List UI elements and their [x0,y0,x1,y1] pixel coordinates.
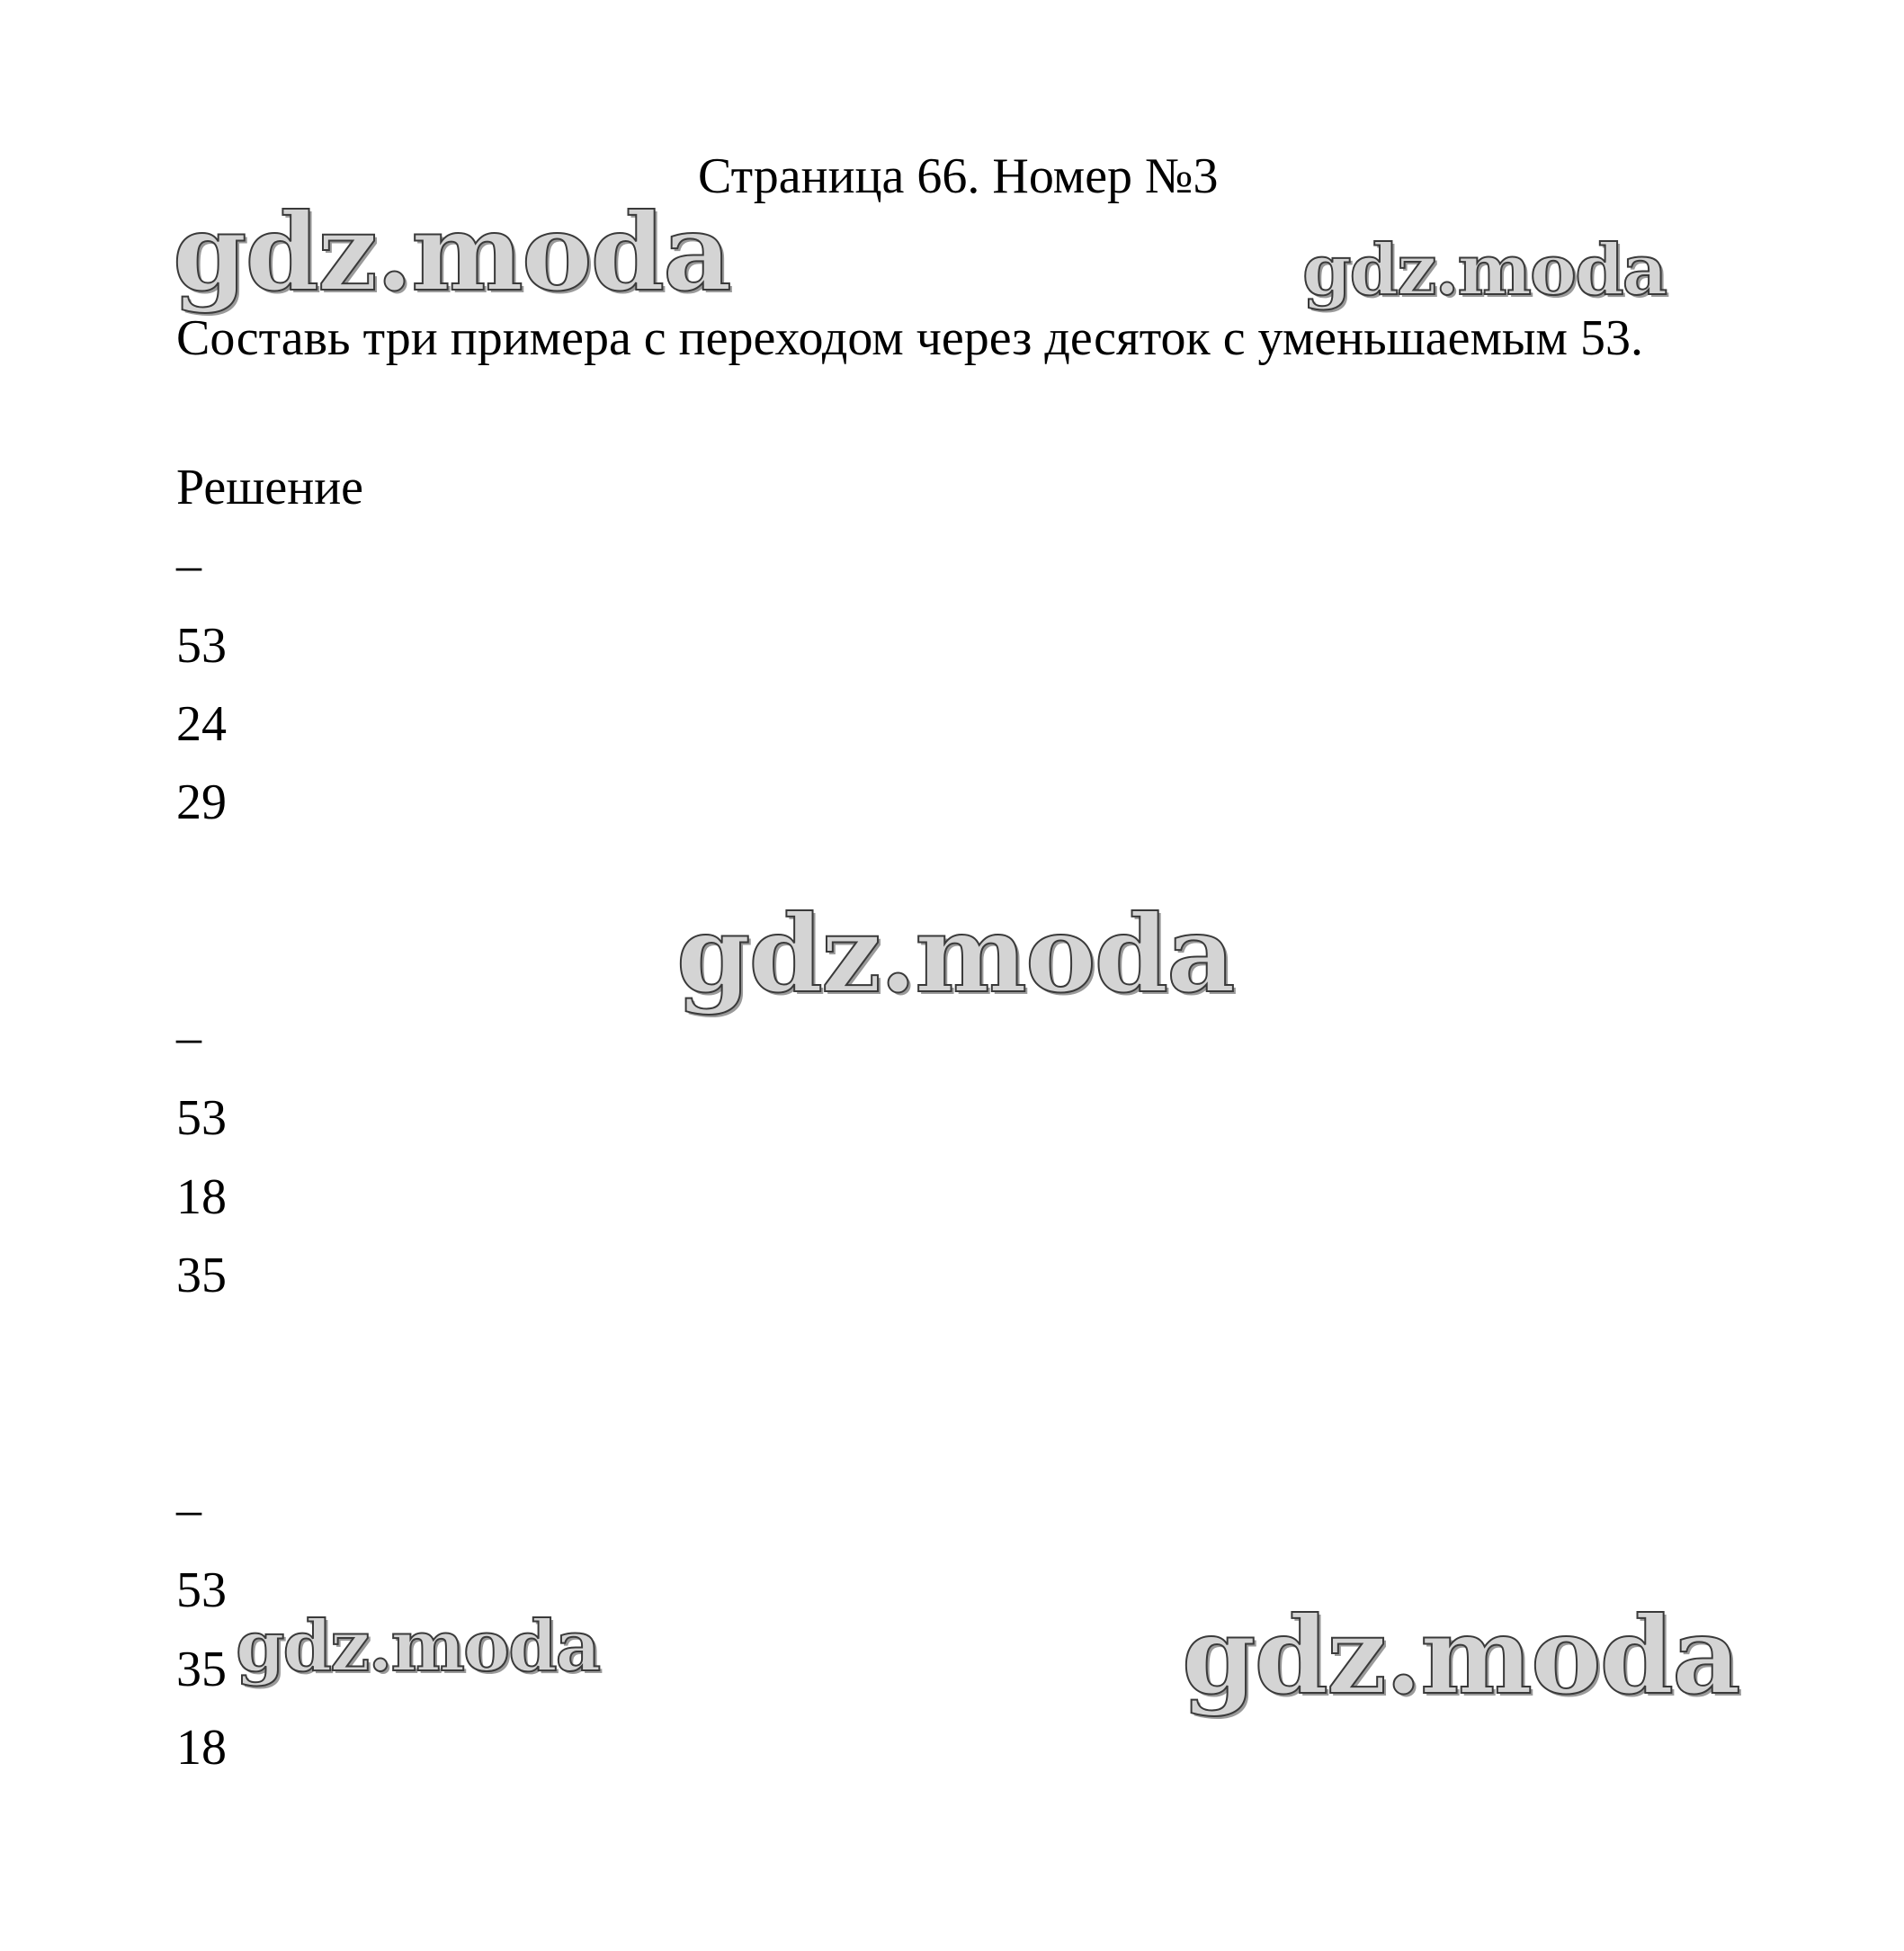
example-1-minuend: 53 [176,618,227,674]
example-2-minus-sign: – [176,1009,201,1065]
example-2-minuend: 53 [176,1090,227,1146]
example-2-subtrahend: 18 [176,1169,227,1225]
example-1-subtrahend: 24 [176,696,227,752]
watermark-middle: gdz.moda [676,891,1234,1016]
solution-label: Решение [176,460,364,515]
watermark-top-right: gdz.moda [1302,229,1667,311]
watermark-top-left: gdz.moda [173,190,730,315]
example-1-result: 29 [176,774,227,830]
example-3-result: 18 [176,1720,227,1776]
watermark-bottom-left: gdz.moda [236,1606,600,1687]
watermark-bottom-right: gdz.moda [1182,1593,1739,1718]
task-text: Составь три примера с переходом через десяток с уменьшаемым 53. [176,310,1643,366]
example-3-subtrahend: 35 [176,1642,227,1697]
page-title: Страница 66. Номер №3 [698,148,1219,204]
example-3-minus-sign: – [176,1481,201,1537]
example-2-result: 35 [176,1248,227,1303]
example-3-minuend: 53 [176,1562,227,1618]
example-1-minus-sign: – [176,537,201,593]
